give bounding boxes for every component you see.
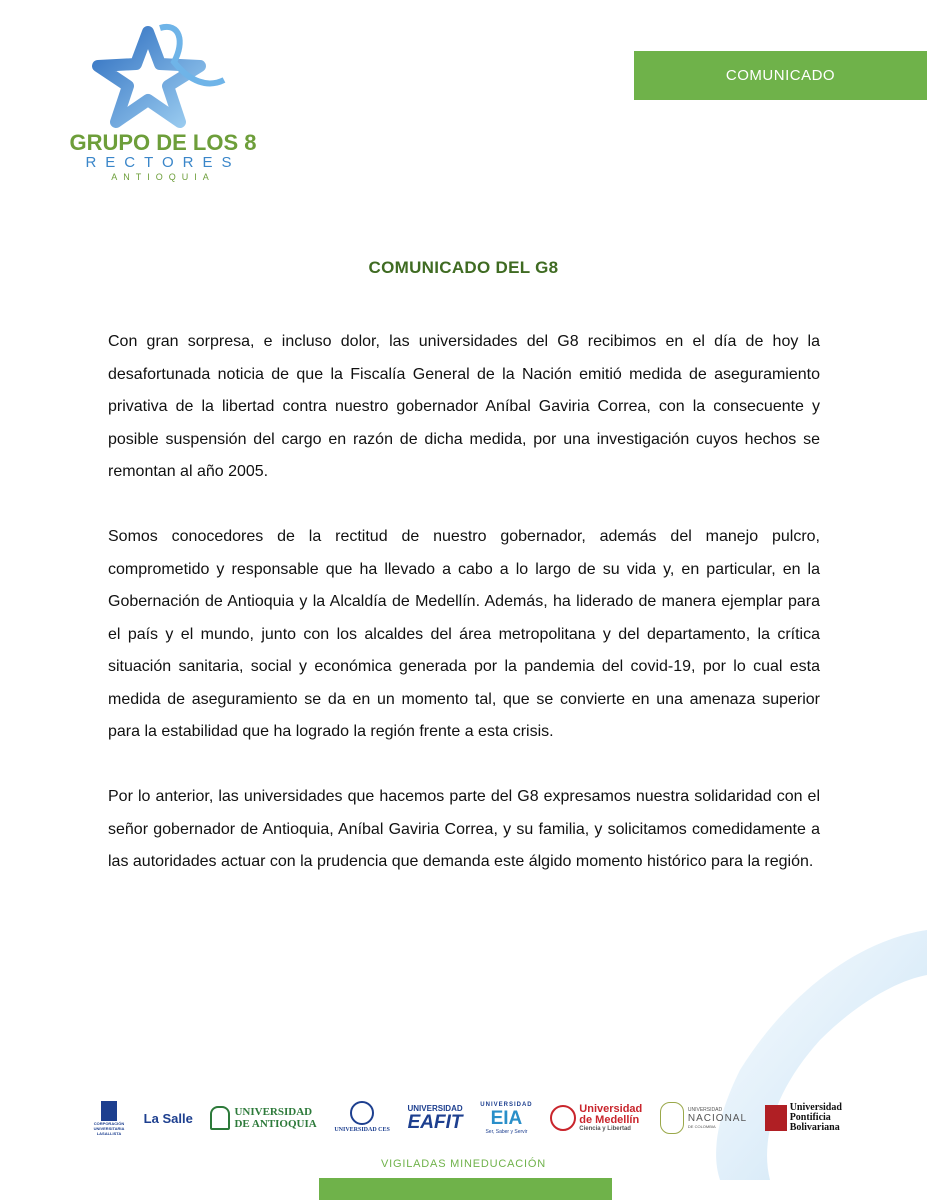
paragraph-3: Por lo anterior, las universidades que hacemos parte del G8 expresamos nuestra solidaridad con el señor gobernador de Antioquia, Aníbal Gaviria Correa, y su familia, y solicitamos comedidamente a las autoridades actuar con la prudencia que demanda este álgido momento histórico para la región. [108,788,820,870]
logo-eafit: UNIVERSIDAD EAFIT [407,1103,463,1133]
logo-eia: UNIVERSIDAD EIA Ser, Saber y Servir [480,1102,533,1135]
unal-seal-icon [660,1102,684,1134]
university-logos [92,1090,842,1146]
comunicado-banner: COMUNICADO [634,51,927,100]
logo-lasallista: CORPORACIÓN UNIVERSITARIA LASALLISTA [92,1101,126,1136]
paragraph-2: Somos conocedores de la rectitud de nuestro gobernador, además del manejo pulcro, comprometido y responsable que ha llevado a cabo a lo largo de su vida y, en particular, en la Gobernación de Antioquia y la Alcaldía de Medellín. Además, ha liderado de manera ejemplar para el país y el mundo, junto con los alcaldes del área metropolitana y del departamento, la crítica situación sanitaria, social y económica generada por la pandemia del covid-19, por lo cual esta medida de aseguramiento se da en un momento tal, que se convierte en una amenaza superior para la estabilidad que ha logrado la región frente a esta crisis. [108,528,820,740]
paragraph-1: Con gran sorpresa, e incluso dolor, las universidades del G8 recibimos en el día de hoy la desafortunada noticia de que la Fiscalía General de la Nación emitió medida de aseguramiento privativa de la libertad contra nuestro gobernador Aníbal Gaviria Correa, con la consecuente y posible suspensión del cargo en razón de dicha medida, por una investigación cuyos hechos se remontan al año 2005. [108,333,820,480]
udem-seal-icon [550,1105,576,1131]
footer-bar [319,1178,612,1200]
vigiladas-text: VIGILADAS MINEDUCACIÓN [381,1158,546,1170]
lasallista-shield-icon [101,1101,117,1121]
g8-logo [60,22,260,182]
upb-shield-icon [765,1105,787,1131]
document-title: COMUNICADO DEL G8 [368,258,559,277]
logo-udem: Universidad de Medellín Ciencia y Libertad [550,1104,642,1133]
document-body [108,326,820,911]
star-logo-icon [90,22,230,132]
logo-line2: RECTORES [85,154,241,171]
ces-seal-icon [350,1101,374,1125]
udea-seal-icon [210,1106,230,1130]
logo-lasalle: La Salle [143,1110,193,1126]
logo-upb: Universidad Pontificia Bolivariana [765,1103,842,1133]
logo-ces: UNIVERSIDAD CES [334,1101,390,1136]
logo-line1: GRUPO DE LOS 8 [69,130,257,155]
logo-line3: ANTIOQUIA [111,172,215,182]
logo-udea: UNIVERSIDAD DE ANTIOQUIA [210,1106,316,1130]
logo-unal: UNIVERSIDAD NACIONAL DE COLOMBIA [660,1102,747,1134]
